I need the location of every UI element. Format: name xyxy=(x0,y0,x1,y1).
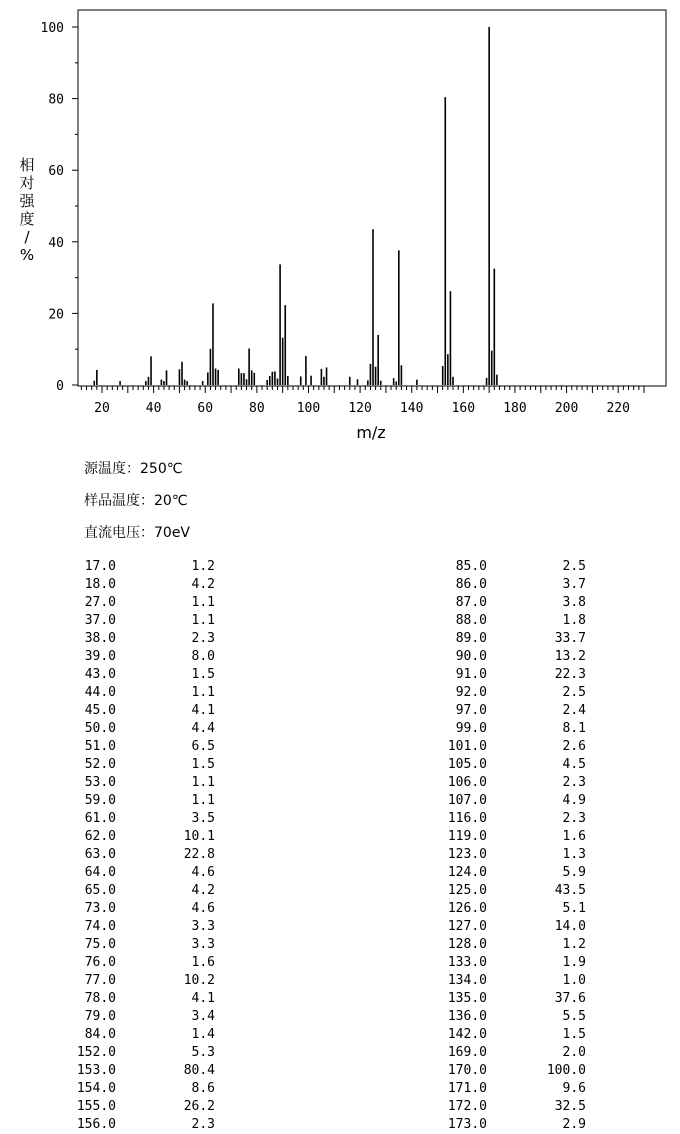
intensity-value: 22.8 xyxy=(183,847,215,862)
table-row xyxy=(0,882,680,900)
x-axis xyxy=(81,386,644,416)
intensity-value: 1.4 xyxy=(191,1027,215,1042)
mz-value: 27.0 xyxy=(84,595,116,610)
intensity-value: 1.6 xyxy=(562,829,586,844)
table-row xyxy=(0,1008,680,1026)
mz-value: 53.0 xyxy=(84,775,116,790)
intensity-value: 1.1 xyxy=(191,775,215,790)
y-tick-label: 100 xyxy=(40,21,64,36)
intensity-value: 1.5 xyxy=(562,1027,586,1042)
table-row xyxy=(0,738,680,756)
mz-value: 92.0 xyxy=(455,685,487,700)
mz-value: 153.0 xyxy=(76,1063,116,1078)
mz-value: 116.0 xyxy=(447,811,487,826)
mz-value: 101.0 xyxy=(447,739,487,754)
mz-value: 99.0 xyxy=(455,721,487,736)
mz-value: 77.0 xyxy=(84,973,116,988)
table-row xyxy=(0,936,680,954)
mz-value: 119.0 xyxy=(447,829,487,844)
table-row xyxy=(0,666,680,684)
mz-value: 124.0 xyxy=(447,865,487,880)
table-row xyxy=(0,990,680,1008)
sample-temperature: 样品温度：20℃ xyxy=(84,493,188,509)
x-tick-label: 140 xyxy=(399,401,424,416)
x-tick-label: 220 xyxy=(606,401,630,416)
mz-value: 87.0 xyxy=(455,595,487,610)
intensity-value: 2.0 xyxy=(562,1045,586,1060)
mz-value: 97.0 xyxy=(455,703,487,718)
intensity-value: 3.8 xyxy=(562,595,586,610)
intensity-value: 43.5 xyxy=(554,883,586,898)
intensity-value: 4.6 xyxy=(191,865,215,880)
x-tick-label: 40 xyxy=(145,401,162,416)
intensity-value: 3.7 xyxy=(562,577,586,592)
mass-spectrum-chart xyxy=(0,0,680,450)
mz-value: 38.0 xyxy=(84,631,116,646)
intensity-value: 8.0 xyxy=(191,649,215,664)
mz-value: 123.0 xyxy=(447,847,487,862)
intensity-value: 4.1 xyxy=(191,991,215,1006)
intensity-value: 5.5 xyxy=(562,1009,586,1024)
intensity-value: 1.5 xyxy=(191,667,215,682)
intensity-value: 100.0 xyxy=(546,1063,586,1078)
mz-value: 90.0 xyxy=(455,649,487,664)
intensity-value: 1.9 xyxy=(562,955,586,970)
intensity-value: 1.1 xyxy=(191,685,215,700)
x-tick-label: 200 xyxy=(554,401,579,416)
mz-value: 61.0 xyxy=(84,811,116,826)
table-row xyxy=(0,1062,680,1080)
mz-value: 52.0 xyxy=(84,757,116,772)
mz-value: 88.0 xyxy=(455,613,487,628)
intensity-value: 37.6 xyxy=(554,991,586,1006)
intensity-value: 2.5 xyxy=(562,559,586,574)
intensity-value: 5.9 xyxy=(562,865,586,880)
intensity-value: 4.4 xyxy=(191,721,215,736)
mz-value: 169.0 xyxy=(447,1045,487,1060)
x-tick-label: 60 xyxy=(197,401,214,416)
intensity-value: 1.2 xyxy=(562,937,586,952)
x-tick-label: 160 xyxy=(451,401,476,416)
table-row xyxy=(0,684,680,702)
table-row xyxy=(0,612,680,630)
y-tick-label: 80 xyxy=(48,92,64,108)
mz-value: 105.0 xyxy=(447,757,487,772)
intensity-value: 2.9 xyxy=(562,1117,586,1132)
mz-value: 84.0 xyxy=(84,1027,116,1042)
intensity-value: 3.5 xyxy=(191,811,215,826)
intensity-value: 8.1 xyxy=(562,721,586,736)
intensity-value: 4.6 xyxy=(191,901,215,916)
table-row xyxy=(0,774,680,792)
intensity-value: 1.1 xyxy=(191,793,215,808)
table-row xyxy=(0,702,680,720)
mz-value: 76.0 xyxy=(84,955,116,970)
intensity-value: 10.2 xyxy=(183,973,215,988)
mz-value: 126.0 xyxy=(447,901,487,916)
intensity-value: 2.5 xyxy=(562,685,586,700)
peak-bars xyxy=(94,27,497,385)
mz-value: 173.0 xyxy=(447,1117,487,1132)
mz-value: 79.0 xyxy=(84,1009,116,1024)
mz-value: 64.0 xyxy=(84,865,116,880)
x-axis-label: m/z xyxy=(356,423,386,442)
mz-value: 85.0 xyxy=(455,559,487,574)
mz-value: 43.0 xyxy=(84,667,116,682)
intensity-value: 2.4 xyxy=(562,703,586,718)
table-row xyxy=(0,630,680,648)
mz-value: 75.0 xyxy=(84,937,116,952)
intensity-value: 3.3 xyxy=(191,937,215,952)
intensity-value: 2.3 xyxy=(562,775,586,790)
mz-value: 156.0 xyxy=(76,1117,116,1132)
table-row xyxy=(0,1044,680,1062)
mz-value: 59.0 xyxy=(84,793,116,808)
plot-border xyxy=(78,10,666,386)
table-row xyxy=(0,1080,680,1098)
intensity-value: 14.0 xyxy=(554,919,586,934)
intensity-value: 10.1 xyxy=(183,829,215,844)
table-row xyxy=(0,972,680,990)
mz-value: 128.0 xyxy=(447,937,487,952)
mz-value: 50.0 xyxy=(84,721,116,736)
x-tick-label: 180 xyxy=(503,401,527,416)
intensity-value: 13.2 xyxy=(554,649,586,664)
mz-value: 39.0 xyxy=(84,649,116,664)
y-tick-label: 0 xyxy=(56,379,64,394)
mz-value: 106.0 xyxy=(447,775,487,790)
table-row xyxy=(0,900,680,918)
intensity-value: 22.3 xyxy=(554,667,586,682)
intensity-value: 3.4 xyxy=(191,1009,215,1024)
table-row xyxy=(0,558,680,576)
mz-value: 44.0 xyxy=(84,685,116,700)
intensity-value: 1.5 xyxy=(191,757,215,772)
mz-value: 91.0 xyxy=(455,667,487,682)
x-tick-label: 100 xyxy=(296,401,321,416)
mz-value: 89.0 xyxy=(455,631,487,646)
table-row xyxy=(0,864,680,882)
y-axis-label: 相对强度/ % xyxy=(19,156,35,264)
x-tick-label: 20 xyxy=(94,401,110,416)
mz-value: 65.0 xyxy=(84,883,116,898)
mz-value: 134.0 xyxy=(447,973,487,988)
table-row xyxy=(0,810,680,828)
x-tick-label: 120 xyxy=(348,401,372,416)
table-row xyxy=(0,954,680,972)
intensity-value: 1.3 xyxy=(562,847,586,862)
y-tick-label: 20 xyxy=(48,307,64,323)
electron-voltage: 直流电压：70eV xyxy=(84,525,191,541)
y-axis xyxy=(41,21,78,394)
x-tick-label: 80 xyxy=(249,401,265,416)
intensity-value: 5.1 xyxy=(562,901,586,916)
table-row xyxy=(0,918,680,936)
intensity-value: 4.5 xyxy=(562,757,586,772)
table-row xyxy=(0,828,680,846)
intensity-value: 1.1 xyxy=(191,595,215,610)
intensity-value: 1.6 xyxy=(191,955,215,970)
mz-value: 73.0 xyxy=(84,901,116,916)
table-row xyxy=(0,846,680,864)
mz-value: 18.0 xyxy=(84,577,116,592)
mz-value: 127.0 xyxy=(447,919,487,934)
table-row xyxy=(0,594,680,612)
mz-value: 62.0 xyxy=(84,829,116,844)
intensity-value: 1.0 xyxy=(562,973,586,988)
intensity-value: 2.3 xyxy=(562,811,586,826)
mz-value: 154.0 xyxy=(76,1081,116,1096)
mz-value: 45.0 xyxy=(84,703,116,718)
y-tick-label: 60 xyxy=(48,164,64,180)
mz-value: 86.0 xyxy=(455,577,487,592)
table-row xyxy=(0,1098,680,1116)
table-row xyxy=(0,720,680,738)
intensity-value: 4.2 xyxy=(191,577,215,592)
table-row xyxy=(0,648,680,666)
intensity-value: 4.2 xyxy=(191,883,215,898)
intensity-value: 6.5 xyxy=(191,739,215,754)
intensity-value: 9.6 xyxy=(562,1081,586,1096)
mz-value: 152.0 xyxy=(76,1045,116,1060)
intensity-value: 1.1 xyxy=(191,613,215,628)
intensity-value: 2.3 xyxy=(191,631,215,646)
intensity-value: 26.2 xyxy=(183,1099,215,1114)
intensity-value: 80.4 xyxy=(183,1063,215,1078)
intensity-value: 2.3 xyxy=(191,1117,215,1132)
mz-value: 155.0 xyxy=(76,1099,116,1114)
intensity-value: 4.9 xyxy=(562,793,586,808)
intensity-value: 8.6 xyxy=(191,1081,215,1096)
intensity-value: 33.7 xyxy=(554,631,586,646)
intensity-value: 3.3 xyxy=(191,919,215,934)
mz-value: 107.0 xyxy=(447,793,487,808)
table-row xyxy=(0,1116,680,1134)
mz-value: 170.0 xyxy=(447,1063,487,1078)
mz-value: 74.0 xyxy=(84,919,116,934)
intensity-value: 4.1 xyxy=(191,703,215,718)
intensity-value: 2.6 xyxy=(562,739,586,754)
source-temperature: 源温度：250℃ xyxy=(84,461,183,477)
plot-frame xyxy=(78,10,666,386)
intensity-value: 1.2 xyxy=(191,559,215,574)
intensity-value: 1.8 xyxy=(562,613,586,628)
table-row xyxy=(0,756,680,774)
mz-value: 171.0 xyxy=(447,1081,487,1096)
mz-value: 37.0 xyxy=(84,613,116,628)
mz-value: 63.0 xyxy=(84,847,116,862)
mz-value: 135.0 xyxy=(447,991,487,1006)
mz-value: 17.0 xyxy=(84,559,116,574)
table-row xyxy=(0,792,680,810)
y-tick-label: 40 xyxy=(48,235,64,251)
mz-value: 142.0 xyxy=(447,1027,487,1042)
mz-value: 125.0 xyxy=(447,883,487,898)
mz-value: 78.0 xyxy=(84,991,116,1006)
mz-value: 136.0 xyxy=(447,1009,487,1024)
intensity-value: 5.3 xyxy=(191,1045,215,1060)
mz-value: 172.0 xyxy=(447,1099,487,1114)
mz-value: 51.0 xyxy=(84,739,116,754)
table-row xyxy=(0,576,680,594)
intensity-value: 32.5 xyxy=(554,1099,586,1114)
mz-value: 133.0 xyxy=(447,955,487,970)
table-row xyxy=(0,1026,680,1044)
